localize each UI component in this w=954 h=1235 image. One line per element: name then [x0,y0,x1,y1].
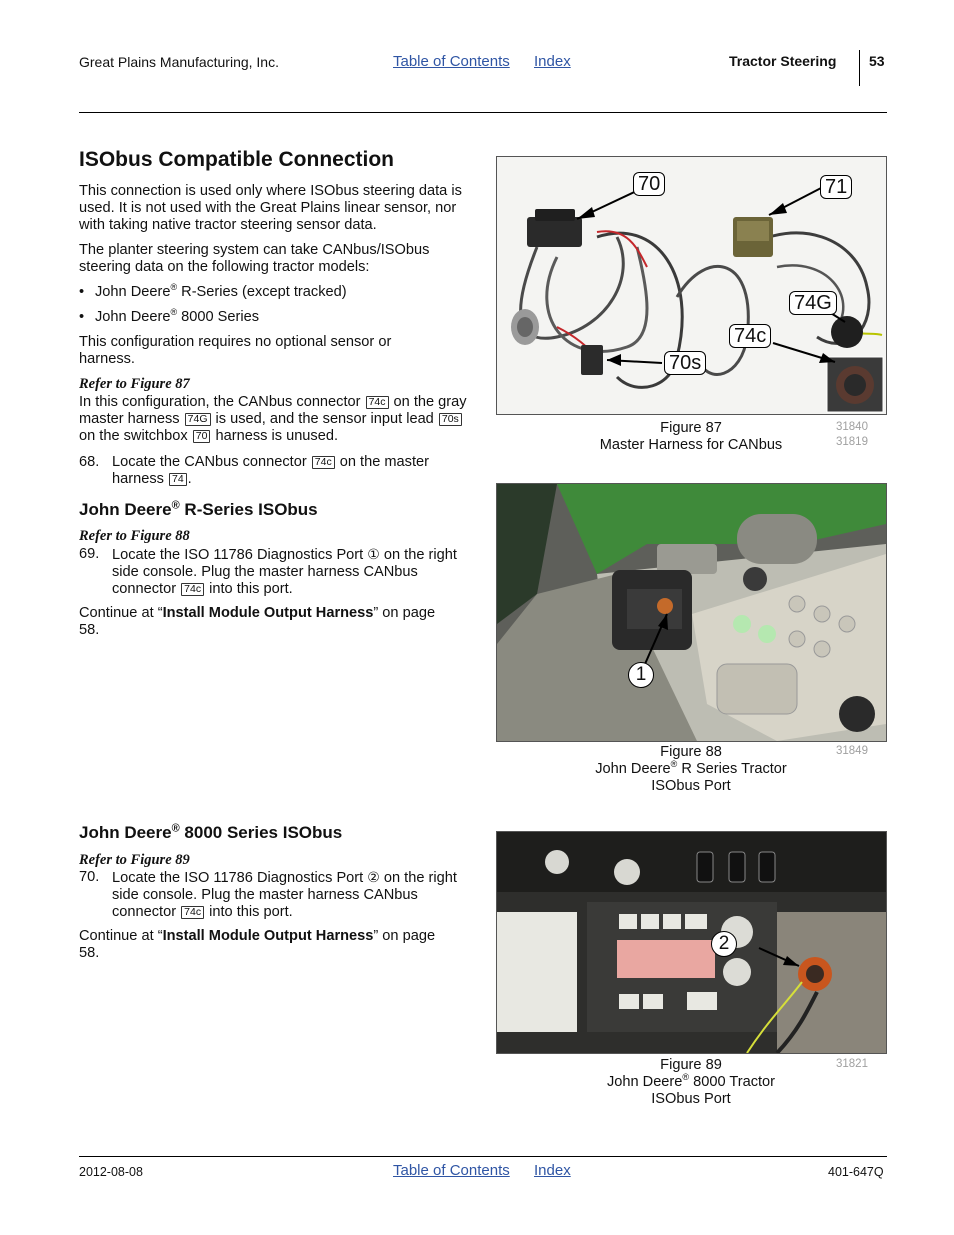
header-index-link[interactable]: Index [534,53,571,70]
intro-paragraph-3: This configuration requires no optional sensor or harness. [79,334,392,367]
figure-89-photo [496,831,887,1054]
bullet-item: • John Deere® R-Series (except tracked) [79,282,347,300]
callout-box-70s: 70s [439,413,462,426]
figure-87-callout-70: 70 [633,172,665,196]
figure-89-caption: Figure 89 John Deere® 8000 Tractor ISObus Port [606,1057,776,1107]
header-divider [859,50,860,86]
bullet-item: • John Deere® 8000 Series [79,307,260,325]
intro-paragraph-1: This connection is used only where ISObus steering data is used. It is not used with the Great Plains linear sensor, nor with taking native tractor steering sensor data. [79,183,462,233]
figure-88-caption: Figure 88 John Deere® R Series Tractor ISObus Port [595,744,787,794]
figure-87-callout-71: 71 [820,175,852,199]
step-70: 70. Locate the ISO 11786 Diagnostics Port ② on the right side console. Plug the master harness CANbus connector 74c into this port. [79,869,457,920]
footer-doc-number: 401-647Q [828,1165,884,1179]
figure-reference-88: Refer to Figure 88 [79,528,190,544]
footer-toc-link[interactable]: Table of Contents [393,1162,510,1179]
continue-paragraph-2: Continue at “Install Module Output Harness” on page 58. [79,928,436,961]
footer-rule [79,1156,887,1157]
header-section: Tractor Steering [729,53,837,69]
callout-box-74c: 74c [366,396,389,409]
footer-date: 2012-08-08 [79,1165,143,1179]
page-title: ISObus Compatible Connection [79,148,395,171]
bullet-glyph: • [79,309,85,325]
figure-89-callout-2: 2 [711,931,737,957]
figure-87-callout-74c: 74c [729,324,771,348]
subheading-8000-series: John Deere® 8000 Series ISObus [79,822,343,842]
figure-87-callout-70s: 70s [664,351,706,375]
paragraph-canbus-connector: In this configuration, the CANbus connector 74c on the gray master harness 74G is used, and the sensor input lead 70s on the switchbox 70 harness is unused. [79,394,467,444]
header-company: Great Plains Manufacturing, Inc. [79,54,279,70]
page-number: 53 [869,53,885,69]
bullet-glyph: • [79,284,85,300]
callout-box-70: 70 [193,430,211,443]
subheading-r-series: John Deere® R-Series ISObus [79,499,318,519]
header-toc-link[interactable]: Table of Contents [393,53,510,70]
intro-paragraph-2: The planter steering system can take CANbus/ISObus steering data on the following tractor models: [79,242,430,275]
figure-88-code: 31849 [836,745,868,757]
header-rule [79,112,887,113]
figure-87-caption: Figure 87 Master Harness for CANbus [599,420,783,453]
step-69: 69. Locate the ISO 11786 Diagnostics Port ① on the right side console. Plug the master harness CANbus connector 74c into this port. [79,546,457,597]
figure-87-code-2: 31819 [836,436,868,448]
figure-reference-87: Refer to Figure 87 [79,376,190,392]
figure-reference-89: Refer to Figure 89 [79,852,190,868]
figure-88-callout-1: 1 [628,662,654,688]
figure-87-callout-74g: 74G [789,291,837,315]
footer-index-link[interactable]: Index [534,1162,571,1179]
figure-89-code: 31821 [836,1058,868,1070]
figure-88-photo [496,483,887,742]
figure-87-photo [496,156,887,415]
r-series-console-illustration [497,484,886,741]
step-68: 68. Locate the CANbus connector 74c on the master harness 74 . [79,454,429,487]
callout-box-74g: 74G [185,413,211,426]
8000-series-console-illustration [497,832,886,1053]
figure-87-code-1: 31840 [836,421,868,433]
continue-paragraph-1: Continue at “Install Module Output Harness” on page 58. [79,605,436,638]
